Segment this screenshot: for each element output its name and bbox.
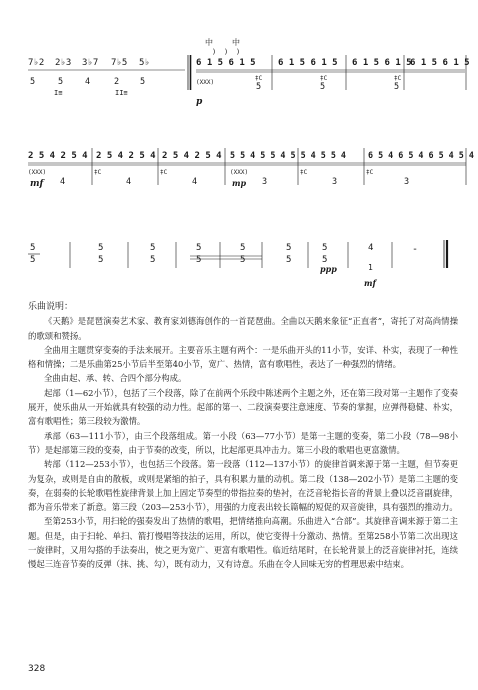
technique-mark: ‡C: [366, 169, 374, 176]
lower-note: 5: [140, 77, 146, 87]
note: 5: [240, 243, 246, 253]
lower-note: 3: [404, 177, 410, 187]
lower-note: 3: [332, 177, 338, 187]
notes-paragraph: 至第253小节，用扫轮的强奏发出了热情的歌唱，把情绪推向高潮。乐曲进入“合部”。其旋律音调来源于第二主题。但是，由于扫轮、单扫、箭打慢唱等技法的运用，所以，使它变得十分激动、热情。至第258小节第二次出现这一旋律时，又用勾搭的手法奏出，使之更为宽广、更富有歌唱性。临近结尾时，在长轮背景上的泛音旋律衬托，连续慢起三连音节奏的反弹（抹、挑、勾），既有动力，又有诗意。乐曲在令人回味无穷的哲理思索中结束。: [28, 516, 458, 570]
dynamic-mark: mp: [232, 178, 247, 188]
lower-note: 5: [286, 255, 292, 265]
technique-mark: ‡C: [320, 75, 328, 82]
lower-note: 5: [320, 82, 326, 92]
lower-note: 4: [192, 177, 198, 187]
lower-note: 5: [98, 255, 104, 265]
lower-note: 5: [240, 255, 246, 265]
technique-mark: (XXX): [230, 169, 249, 176]
lower-note: 4: [85, 77, 91, 87]
rest: -: [412, 244, 419, 255]
fingering-mark: ): [212, 48, 217, 56]
notes-paragraph: 承部（63—111小节），由三个段落组成。第一小段（63—77小节）是第一主题的变奏，第二小段（78—98小节）是起部第三段的变奏，由于节奏的改变，所以，比起部更具冲击力。第三小段的歌唱也更富激情。: [28, 430, 458, 455]
note-group: 6 1 5 6 1 5: [352, 58, 412, 68]
lower-note: 4: [60, 177, 66, 187]
lower-note: 5: [58, 77, 64, 87]
fingering-mark: ): [236, 48, 241, 56]
notes-title: 乐曲说明：: [28, 302, 74, 312]
fingering-mark: 中: [232, 38, 240, 47]
lower-note: 5: [150, 255, 156, 265]
notes-paragraph: 起部（1—62小节），包括了三个段落，除了在前两个乐段中陈述两个主题之外，还在第三段对第一主题作了变奏展开，使乐曲从一开始就具有较强的动力性。起部的第一、二段演奏要注意速度、节奏的掌握，应弹得稳健、朴实，富有歌唱性；第三段较为激情。: [28, 387, 458, 427]
lower-note: 2: [114, 77, 120, 87]
note: 4: [368, 243, 374, 253]
note: 5: [286, 243, 292, 253]
technique-mark: ‡C: [394, 75, 402, 82]
lower-note: 5: [30, 77, 36, 87]
note-group: 6 5 4 6 5 4 6 5 4 5 4: [368, 150, 474, 160]
note: 5: [150, 243, 156, 253]
technique-mark: ‡C: [94, 169, 102, 176]
technique-mark: (XXX): [28, 169, 47, 176]
note-group: 2 5 4 2 5 4: [96, 151, 156, 161]
technique-mark: ‡C: [300, 169, 308, 176]
fingering-mark: 中: [205, 38, 213, 47]
note-group: 3♭7: [82, 58, 99, 68]
note-group: 2 5 4 2 5 4: [28, 151, 88, 161]
dynamic-mark: mf: [364, 278, 376, 288]
notes-paragraph: 转部（112—253小节），也包括三个段落。第一段落（112—137小节）的旋律首调来源于第一主题，但节奏更为复杂，或则是自由的散板，或则是紧缩的拍子，具有积累力量的动机。第二段（138—202小节）是第二主题的变奏，在弱奏的长轮歌唱性旋律背景上加上固定节奏型的带指拉奏的垫衬，在泛音轮指长音的背景上叠以泛音副旋律，都为音乐带来了新意。第三段（203—253小节），用强的力度表出较长篇幅的短促的双音旋律，具有强烈的推动力。: [28, 459, 458, 513]
note: 5: [196, 243, 202, 253]
notes-paragraph: 全曲用主题贯穿变奏的手法来展开。主要音乐主题有两个：一是乐曲开头的11小节，安详、朴实，表现了一种性格和情操；二是乐曲第25小节后半至第40小节，宽广、热情，富有歌唱性，表达了一种强烈的情绪。: [28, 344, 458, 370]
note-group: 2 5 4 2 5 4: [162, 151, 222, 161]
technique-mark: (XXX): [196, 79, 215, 86]
dynamic-mark: p: [196, 97, 203, 107]
score-row-1: [28, 37, 470, 107]
fingering-mark: ): [224, 48, 229, 56]
dynamic-mark: ppp: [320, 264, 337, 274]
lower-note: 4: [126, 177, 132, 187]
music-notes: [28, 300, 458, 572]
technique-mark: ‡C: [160, 169, 168, 176]
score-row-3: [28, 240, 447, 288]
note: 5: [98, 243, 104, 253]
music-score: [0, 0, 478, 290]
note-group: 7♭2: [28, 58, 45, 68]
note-group: 7♭5: [111, 58, 128, 68]
notes-paragraph: 《天鹅》是琵琶演奏艺术家、教育家刘德海创作的一首琵琶曲。全曲以天鹅来象征“正直者”，寄托了对高尚情操的歌颂和赞扬。: [28, 316, 458, 341]
note-group: 5♭: [139, 58, 150, 68]
lower-note: 3: [262, 177, 268, 187]
note-group: 6 1 5 6 1 5: [278, 58, 338, 68]
note: 5: [322, 243, 328, 253]
lower-note: 5: [394, 82, 400, 92]
technique-mark: ‡C: [255, 75, 263, 82]
score-row-2: [28, 148, 474, 189]
notes-paragraph: 全曲由起、承、转、合四个部分构成。: [44, 373, 187, 384]
lower-note: 5: [256, 82, 262, 92]
lower-note: 5: [196, 255, 202, 265]
note-group: 2♭3: [55, 58, 72, 68]
page-number: 328: [28, 664, 46, 674]
string-mark: I≡: [54, 89, 63, 97]
note-group: 6 1 5 6 1 5: [196, 58, 256, 68]
note: 5: [30, 243, 36, 253]
dynamic-mark: mf: [30, 179, 44, 189]
lower-note: 5: [30, 255, 36, 265]
note-group: 5 5 4 5 5 4 5 5 4 5 5 4: [230, 150, 346, 160]
note-group: 6 1 5 6 1 5: [410, 58, 470, 68]
string-mark: II≡: [115, 89, 128, 97]
lower-note: 1: [368, 263, 373, 272]
lower-note: 5: [322, 255, 328, 265]
